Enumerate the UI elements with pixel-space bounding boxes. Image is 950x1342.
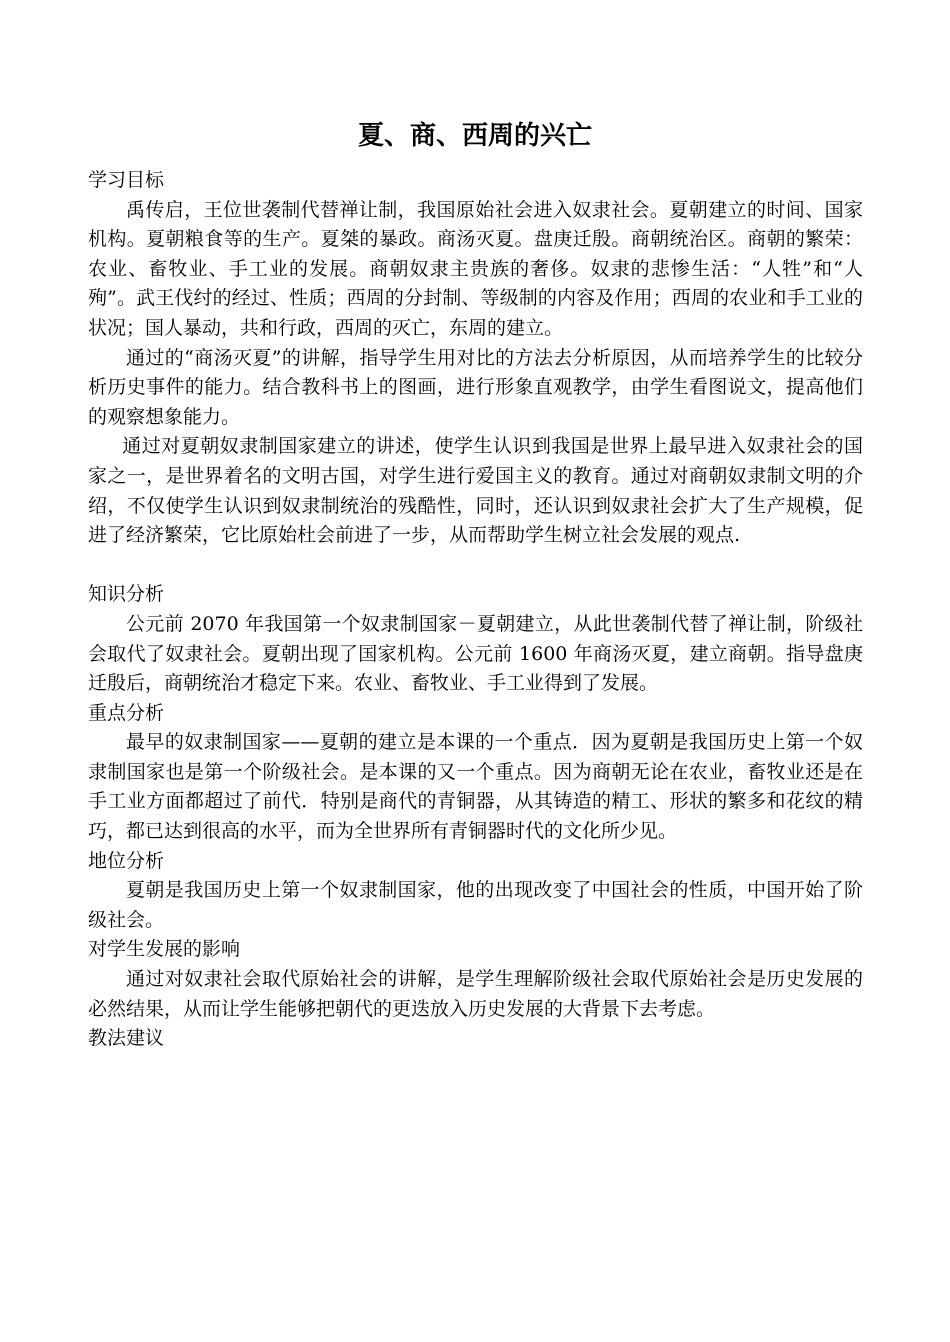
section-heading-goals: 学习目标 [88, 169, 165, 191]
status-paragraph: 夏朝是我国历史上第一个奴隶制国家，他的出现改变了中国社会的性质，中国开始了阶级社会。 [88, 879, 863, 931]
section-heading-teaching: 教法建议 [88, 1027, 165, 1050]
section-heading-impact: 对学生发展的影响 [88, 938, 241, 961]
blank-line [88, 551, 863, 581]
section-heading-key-points: 重点分析 [88, 701, 165, 724]
goals-paragraph-2: 通过的“商汤灭夏”的讲解，指导学生用对比的方法去分析原因，从而培养学生的比较分析历史事件的能力。结合教科书上的图画，进行形象直观教学，由学生看图说文，提高他们的观察想象能力。 [88, 346, 863, 428]
page-title: 夏、商、西周的兴亡 [357, 121, 592, 151]
section-heading-status: 地位分析 [88, 849, 165, 872]
impact-paragraph: 通过对奴隶社会取代原始社会的讲解，是学生理解阶级社会取代原始社会是历史发展的必然结果，从而让学生能够把朝代的更迭放入历史发展的大背景下去考虑。 [88, 968, 863, 1020]
knowledge-paragraph: 公元前 2070 年我国第一个奴隶制国家－夏朝建立，从此世袭制代替了禅让制，阶级社会取代了奴隶社会。夏朝出现了国家机构。公元前 1600 年商汤灭夏，建立商朝。指导盘庚迁殷后，商朝统治才稳定下来。农业、畜牧业、手工业得到了发展。 [88, 612, 863, 695]
goals-paragraph-1: 禹传启，王位世袭制代替禅让制，我国原始社会进入奴隶社会。夏朝建立的时间、国家机构。夏朝粮食等的生产。夏桀的暴政。商汤灭夏。盘庚迁殷。商朝统治区。商朝的繁荣：农业、畜牧业、手工业的发展。商朝奴隶主贵族的奢侈。奴隶的悲惨生活：“人牲”和“人殉”。武王伐纣的经过、性质；西周的分封制、等级制的内容及作用；西周的农业和手工业的状况；国人暴动，共和行政，西周的灭亡，东周的建立。 [88, 198, 863, 339]
section-heading-knowledge: 知识分析 [88, 583, 165, 606]
document-body [88, 166, 863, 1054]
key-points-paragraph: 最早的奴隶制国家——夏朝的建立是本课的一个重点．因为夏朝是我国历史上第一个奴隶制国家也是第一个阶级社会。是本课的又一个重点。因为商朝无论在农业，畜牧业还是在手工业方面都超过了前代．特别是商代的青铜器，从其铸造的精工、形状的繁多和花纹的精巧，都已达到很高的水平，而为全世界所有青铜器时代的文化所少见。 [88, 731, 863, 843]
goals-paragraph-3: 通过对夏朝奴隶制国家建立的讲述，使学生认识到我国是世界上最早进入奴隶社会的国家之一，是世界着名的文明古国，对学生进行爱国主义的教育。通过对商朝奴隶制文明的介绍，不仅使学生认识到奴隶制统治的残酷性，同时，还认识到奴隶社会扩大了生产规模，促进了经济繁荣，它比原始杜会前进了一步，从而帮助学生树立社会发展的观点. [88, 435, 863, 547]
